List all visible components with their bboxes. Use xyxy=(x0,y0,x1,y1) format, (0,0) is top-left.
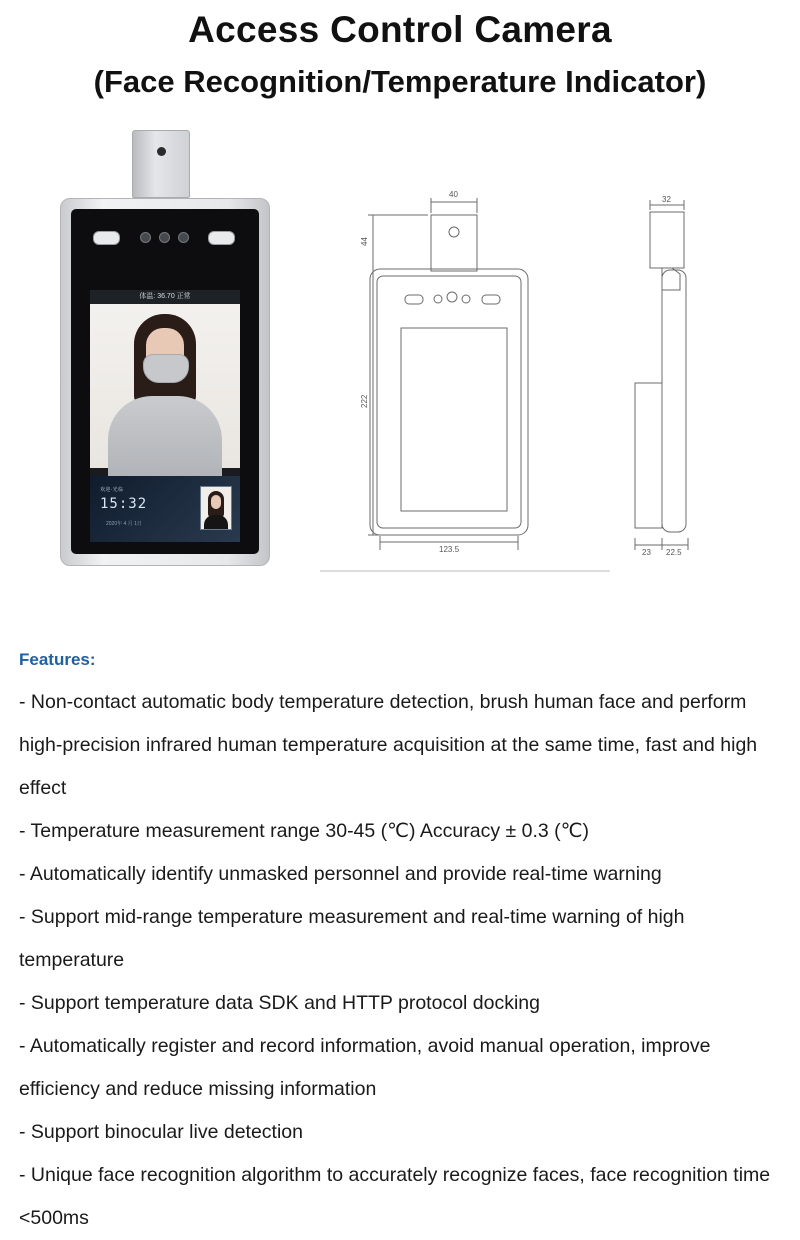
thermal-sensor-module xyxy=(132,130,190,198)
features-list xyxy=(19,681,784,1240)
thermal-lens-icon xyxy=(157,147,166,156)
device-glass-panel xyxy=(71,209,259,554)
person-hoodie xyxy=(108,396,222,476)
camera-lens-icon xyxy=(140,232,151,243)
dim-label-32: 32 xyxy=(662,195,671,204)
feature-item: - Automatically register and record information, avoid manual operation, improve efficiency and reduce missing information xyxy=(19,1035,711,1100)
thumbnail-face xyxy=(211,495,221,509)
recognized-face-thumbnail xyxy=(200,486,232,530)
welcome-label: 欢迎·光临 xyxy=(100,487,124,493)
feature-item: - Support temperature data SDK and HTTP protocol docking xyxy=(19,992,540,1014)
front-ir-right xyxy=(482,295,500,304)
dim-label-222: 222 xyxy=(360,394,369,408)
side-sensor-outline xyxy=(650,212,684,268)
camera-lens-icon xyxy=(159,232,170,243)
side-body-outline xyxy=(662,270,686,532)
screen-clock: 15:32 xyxy=(100,496,148,512)
dim-label-44: 44 xyxy=(360,237,369,246)
side-back-box xyxy=(635,383,662,528)
feature-item: - Unique face recognition algorithm to accurately recognize faces, face recognition time <500ms xyxy=(19,1164,771,1229)
ir-light-right xyxy=(208,231,235,245)
screen-temperature-readout: 体温: 36.70 正常 xyxy=(90,290,240,304)
page-subtitle: (Face Recognition/Temperature Indicator) xyxy=(93,64,707,99)
features-heading: Features: xyxy=(19,650,96,669)
feature-item: - Automatically identify unmasked personnel and provide real-time warning xyxy=(19,863,662,885)
face-mask xyxy=(143,354,189,383)
dim-label-22-5: 22.5 xyxy=(666,548,682,557)
product-photo xyxy=(60,128,270,566)
dim-label-123-5: 123.5 xyxy=(439,545,460,554)
page-title: Access Control Camera xyxy=(188,9,612,50)
side-sensor-mount xyxy=(662,268,680,290)
device-screen xyxy=(90,290,240,542)
front-cam-2 xyxy=(447,292,457,302)
screen-date: 2020年 4 月 1日 xyxy=(106,521,142,527)
dim-label-23: 23 xyxy=(642,548,651,557)
camera-lens-icon xyxy=(178,232,189,243)
front-body-outline xyxy=(370,269,528,535)
screen-camera-view xyxy=(90,304,240,468)
front-screen-outline xyxy=(401,328,507,511)
feature-item: - Support mid-range temperature measurement and real-time warning of high temperature xyxy=(19,906,685,971)
feature-item: - Support binocular live detection xyxy=(19,1121,303,1143)
feature-item: - Temperature measurement range 30-45 (℃) Accuracy ± 0.3 (℃) xyxy=(19,820,590,842)
ir-light-left xyxy=(93,231,120,245)
dimension-drawing xyxy=(310,180,710,580)
front-sensor-lens xyxy=(449,227,459,237)
front-sensor-outline xyxy=(431,215,477,271)
feature-item: - Non-contact automatic body temperature detection, brush human face and perform high-precision infrared human temperature acquisition at the same time, fast and high effect xyxy=(19,691,758,799)
front-cam-1 xyxy=(434,295,442,303)
thumbnail-body xyxy=(204,515,228,530)
screen-footer-panel xyxy=(90,476,240,542)
dim-label-40: 40 xyxy=(449,190,458,199)
front-cam-3 xyxy=(462,295,470,303)
device-body xyxy=(60,198,270,566)
front-bezel-outline xyxy=(377,276,521,528)
front-ir-left xyxy=(405,295,423,304)
